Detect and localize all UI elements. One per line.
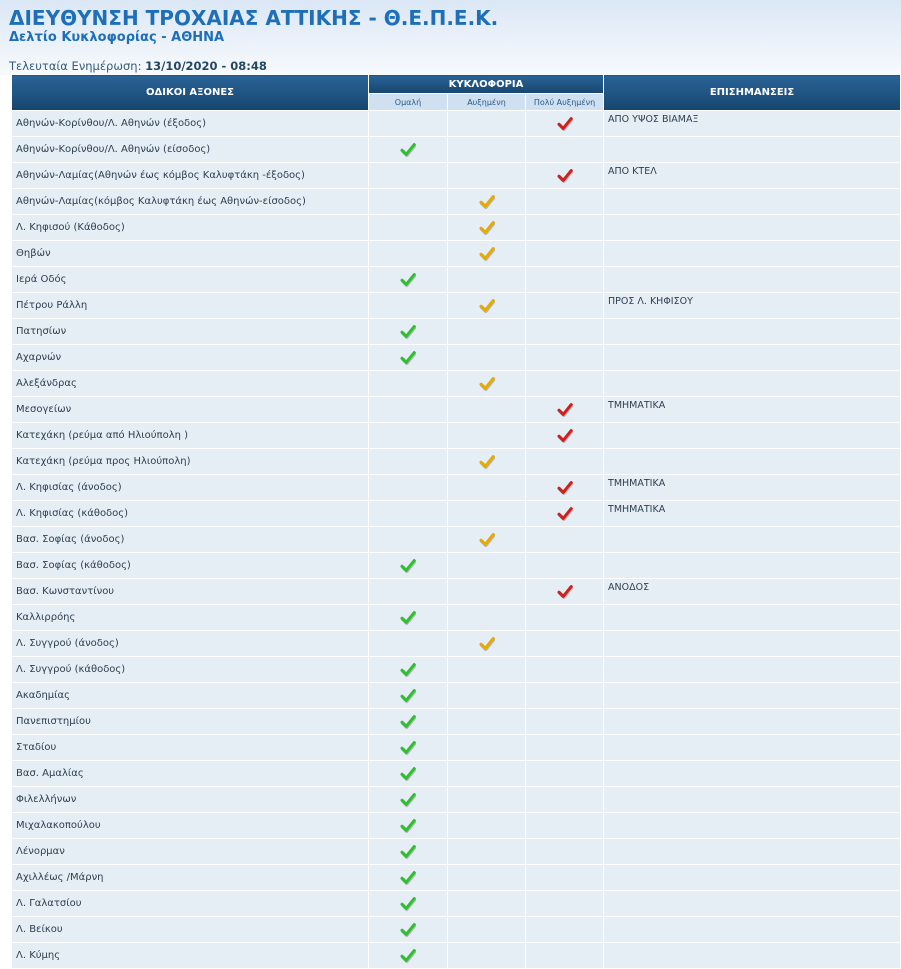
cell-level-very-increased	[526, 709, 604, 735]
red-check-icon	[557, 402, 573, 418]
road-note: ΠΡΟΣ Λ. ΚΗΦΙΣΟΥ	[604, 293, 901, 319]
road-note	[604, 865, 901, 891]
green-check-icon	[400, 142, 416, 158]
cell-level-very-increased	[526, 371, 604, 397]
cell-level-increased	[448, 605, 526, 631]
cell-level-normal	[369, 553, 448, 579]
cell-level-normal	[369, 345, 448, 371]
cell-level-very-increased	[526, 319, 604, 345]
cell-level-very-increased	[526, 761, 604, 787]
road-note	[604, 553, 901, 579]
road-name: Λ. Βείκου	[12, 917, 369, 943]
traffic-table	[11, 74, 901, 969]
cell-level-very-increased	[526, 579, 604, 605]
road-note	[604, 683, 901, 709]
yellow-check-icon	[479, 376, 495, 392]
red-check-icon	[557, 506, 573, 522]
header-level-normal: Ομαλή	[369, 94, 448, 111]
green-check-icon	[400, 714, 416, 730]
header-level-very-increased: Πολύ Αυξημένη	[526, 94, 604, 111]
last-update-label: Τελευταία Ενημέρωση:	[9, 59, 142, 73]
road-note: ΑΠΟ ΚΤΕΛ	[604, 163, 901, 189]
road-note	[604, 735, 901, 761]
road-note	[604, 605, 901, 631]
cell-level-very-increased	[526, 813, 604, 839]
table-row	[12, 423, 901, 449]
road-name: Καλλιρρόης	[12, 605, 369, 631]
road-name: Αθηνών-Κορίνθου/Λ. Αθηνών (έξοδος)	[12, 111, 369, 137]
table-row	[12, 839, 901, 865]
cell-level-increased	[448, 735, 526, 761]
road-note	[604, 241, 901, 267]
cell-level-normal	[369, 605, 448, 631]
table-row	[12, 917, 901, 943]
road-name: Αχιλλέως /Μάρνη	[12, 865, 369, 891]
green-check-icon	[400, 896, 416, 912]
green-check-icon	[400, 688, 416, 704]
cell-level-very-increased	[526, 293, 604, 319]
road-note	[604, 787, 901, 813]
road-note	[604, 527, 901, 553]
cell-level-increased	[448, 709, 526, 735]
road-note	[604, 917, 901, 943]
table-row	[12, 111, 901, 137]
cell-level-very-increased	[526, 631, 604, 657]
cell-level-increased	[448, 917, 526, 943]
green-check-icon	[400, 766, 416, 782]
yellow-check-icon	[479, 298, 495, 314]
road-name: Βασ. Σοφίας (άνοδος)	[12, 527, 369, 553]
cell-level-very-increased	[526, 267, 604, 293]
road-name: Πατησίων	[12, 319, 369, 345]
cell-level-increased	[448, 553, 526, 579]
road-name: Αθηνών-Λαμίας(κόμβος Καλυφτάκη έως Αθηνών-είσοδος)	[12, 189, 369, 215]
cell-level-increased	[448, 683, 526, 709]
road-name: Λ. Κηφισού (Κάθοδος)	[12, 215, 369, 241]
table-row	[12, 579, 901, 605]
table-row	[12, 657, 901, 683]
cell-level-normal	[369, 943, 448, 969]
road-name: Βασ. Κωνσταντίνου	[12, 579, 369, 605]
header-traffic: ΚΥΚΛΟΦΟΡΙΑ	[369, 75, 604, 94]
road-note	[604, 215, 901, 241]
cell-level-increased	[448, 527, 526, 553]
green-check-icon	[400, 844, 416, 860]
cell-level-increased	[448, 397, 526, 423]
cell-level-very-increased	[526, 683, 604, 709]
table-row	[12, 891, 901, 917]
cell-level-very-increased	[526, 657, 604, 683]
road-name: Πανεπιστημίου	[12, 709, 369, 735]
cell-level-very-increased	[526, 189, 604, 215]
cell-level-normal	[369, 683, 448, 709]
page-title: ΔΙΕΥΘΥΝΣΗ ΤΡΟΧΑΙΑΣ ΑΤΤΙΚΗΣ - Θ.Ε.Π.Ε.Κ.	[9, 6, 499, 30]
table-row	[12, 709, 901, 735]
table-row	[12, 345, 901, 371]
header-notes: ΕΠΙΣΗΜΑΝΣΕΙΣ	[604, 75, 901, 111]
cell-level-increased	[448, 449, 526, 475]
cell-level-increased	[448, 787, 526, 813]
table-row	[12, 605, 901, 631]
cell-level-normal	[369, 813, 448, 839]
cell-level-increased	[448, 163, 526, 189]
road-note	[604, 631, 901, 657]
cell-level-increased	[448, 137, 526, 163]
cell-level-normal	[369, 787, 448, 813]
road-name: Αλεξάνδρας	[12, 371, 369, 397]
cell-level-very-increased	[526, 527, 604, 553]
yellow-check-icon	[479, 194, 495, 210]
road-name: Πέτρου Ράλλη	[12, 293, 369, 319]
cell-level-normal	[369, 579, 448, 605]
cell-level-very-increased	[526, 735, 604, 761]
cell-level-very-increased	[526, 345, 604, 371]
header-level-increased: Αυξημένη	[448, 94, 526, 111]
road-note	[604, 267, 901, 293]
road-name: Λ. Κηφισίας (άνοδος)	[12, 475, 369, 501]
cell-level-normal	[369, 163, 448, 189]
cell-level-increased	[448, 501, 526, 527]
cell-level-normal	[369, 137, 448, 163]
green-check-icon	[400, 610, 416, 626]
cell-level-increased	[448, 371, 526, 397]
green-check-icon	[400, 662, 416, 678]
road-name: Ακαδημίας	[12, 683, 369, 709]
cell-level-normal	[369, 423, 448, 449]
table-row	[12, 553, 901, 579]
cell-level-very-increased	[526, 501, 604, 527]
road-note	[604, 371, 901, 397]
cell-level-normal	[369, 293, 448, 319]
road-name: Βασ. Αμαλίας	[12, 761, 369, 787]
cell-level-normal	[369, 215, 448, 241]
cell-level-increased	[448, 293, 526, 319]
table-row	[12, 215, 901, 241]
table-row	[12, 319, 901, 345]
cell-level-normal	[369, 319, 448, 345]
cell-level-normal	[369, 397, 448, 423]
header-roads: ΟΔΙΚΟΙ ΑΞΟΝΕΣ	[12, 75, 369, 111]
road-name: Κατεχάκη (ρεύμα προς Ηλιούπολη)	[12, 449, 369, 475]
cell-level-very-increased	[526, 553, 604, 579]
red-check-icon	[557, 584, 573, 600]
road-name: Λ. Συγγρού (κάθοδος)	[12, 657, 369, 683]
cell-level-increased	[448, 657, 526, 683]
cell-level-increased	[448, 319, 526, 345]
road-note: ΤΜΗΜΑΤΙΚΑ	[604, 501, 901, 527]
table-row	[12, 683, 901, 709]
road-note: ΤΜΗΜΑΤΙΚΑ	[604, 475, 901, 501]
cell-level-normal	[369, 657, 448, 683]
table-row	[12, 397, 901, 423]
page-subtitle: Δελτίο Κυκλοφορίας - ΑΘΗΝΑ	[9, 30, 225, 45]
table-row	[12, 163, 901, 189]
road-note: ΑΠΟ ΥΨΟΣ ΒΙΑΜΑΞ	[604, 111, 901, 137]
red-check-icon	[557, 168, 573, 184]
green-check-icon	[400, 870, 416, 886]
red-check-icon	[557, 428, 573, 444]
road-note	[604, 449, 901, 475]
yellow-check-icon	[479, 246, 495, 262]
cell-level-normal	[369, 631, 448, 657]
cell-level-normal	[369, 371, 448, 397]
road-name: Λένορμαν	[12, 839, 369, 865]
cell-level-normal	[369, 111, 448, 137]
table-row	[12, 293, 901, 319]
green-check-icon	[400, 818, 416, 834]
table-row	[12, 865, 901, 891]
cell-level-normal	[369, 709, 448, 735]
table-row	[12, 267, 901, 293]
road-note	[604, 319, 901, 345]
cell-level-very-increased	[526, 423, 604, 449]
green-check-icon	[400, 558, 416, 574]
green-check-icon	[400, 922, 416, 938]
road-note	[604, 761, 901, 787]
cell-level-increased	[448, 813, 526, 839]
cell-level-increased	[448, 475, 526, 501]
cell-level-normal	[369, 865, 448, 891]
cell-level-increased	[448, 865, 526, 891]
cell-level-normal	[369, 917, 448, 943]
table-row	[12, 371, 901, 397]
table-row	[12, 501, 901, 527]
road-name: Θηβών	[12, 241, 369, 267]
cell-level-normal	[369, 241, 448, 267]
road-note	[604, 813, 901, 839]
cell-level-very-increased	[526, 943, 604, 969]
table-row	[12, 735, 901, 761]
road-note	[604, 891, 901, 917]
cell-level-very-increased	[526, 605, 604, 631]
cell-level-increased	[448, 111, 526, 137]
cell-level-increased	[448, 215, 526, 241]
road-note	[604, 657, 901, 683]
green-check-icon	[400, 324, 416, 340]
cell-level-normal	[369, 501, 448, 527]
cell-level-increased	[448, 891, 526, 917]
cell-level-very-increased	[526, 215, 604, 241]
cell-level-increased	[448, 839, 526, 865]
road-name: Λ. Κύμης	[12, 943, 369, 969]
cell-level-very-increased	[526, 137, 604, 163]
road-note	[604, 423, 901, 449]
road-name: Λ. Γαλατσίου	[12, 891, 369, 917]
road-note	[604, 137, 901, 163]
road-name: Κατεχάκη (ρεύμα από Ηλιούπολη )	[12, 423, 369, 449]
road-note	[604, 709, 901, 735]
cell-level-normal	[369, 839, 448, 865]
cell-level-increased	[448, 267, 526, 293]
yellow-check-icon	[479, 220, 495, 236]
cell-level-increased	[448, 943, 526, 969]
cell-level-normal	[369, 761, 448, 787]
road-name: Βασ. Σοφίας (κάθοδος)	[12, 553, 369, 579]
cell-level-increased	[448, 579, 526, 605]
road-note	[604, 189, 901, 215]
road-name: Σταδίου	[12, 735, 369, 761]
cell-level-normal	[369, 449, 448, 475]
table-row	[12, 943, 901, 969]
table-row	[12, 475, 901, 501]
road-name: Φιλελλήνων	[12, 787, 369, 813]
table-row	[12, 813, 901, 839]
green-check-icon	[400, 272, 416, 288]
cell-level-very-increased	[526, 475, 604, 501]
cell-level-increased	[448, 345, 526, 371]
cell-level-normal	[369, 891, 448, 917]
table-row	[12, 631, 901, 657]
table-row	[12, 787, 901, 813]
cell-level-very-increased	[526, 865, 604, 891]
cell-level-very-increased	[526, 917, 604, 943]
green-check-icon	[400, 792, 416, 808]
cell-level-increased	[448, 241, 526, 267]
cell-level-very-increased	[526, 787, 604, 813]
cell-level-increased	[448, 189, 526, 215]
table-row	[12, 527, 901, 553]
road-name: Αθηνών-Κορίνθου/Λ. Αθηνών (είσοδος)	[12, 137, 369, 163]
yellow-check-icon	[479, 454, 495, 470]
table-row	[12, 241, 901, 267]
red-check-icon	[557, 480, 573, 496]
cell-level-increased	[448, 423, 526, 449]
cell-level-increased	[448, 631, 526, 657]
cell-level-very-increased	[526, 891, 604, 917]
green-check-icon	[400, 740, 416, 756]
cell-level-very-increased	[526, 839, 604, 865]
road-note	[604, 943, 901, 969]
cell-level-very-increased	[526, 111, 604, 137]
table-row	[12, 137, 901, 163]
road-name: Λ. Συγγρού (άνοδος)	[12, 631, 369, 657]
road-name: Αχαρνών	[12, 345, 369, 371]
road-note	[604, 345, 901, 371]
road-name: Ιερά Οδός	[12, 267, 369, 293]
cell-level-normal	[369, 475, 448, 501]
cell-level-normal	[369, 735, 448, 761]
table-row	[12, 449, 901, 475]
yellow-check-icon	[479, 636, 495, 652]
table-row	[12, 761, 901, 787]
cell-level-very-increased	[526, 397, 604, 423]
road-note: ΑΝΟΔΟΣ	[604, 579, 901, 605]
red-check-icon	[557, 116, 573, 132]
cell-level-increased	[448, 761, 526, 787]
table-row	[12, 189, 901, 215]
road-name: Μεσογείων	[12, 397, 369, 423]
road-note: ΤΜΗΜΑΤΙΚΑ	[604, 397, 901, 423]
road-note	[604, 839, 901, 865]
green-check-icon	[400, 948, 416, 964]
road-name: Μιχαλακοπούλου	[12, 813, 369, 839]
cell-level-normal	[369, 267, 448, 293]
last-update-value: 13/10/2020 - 08:48	[145, 59, 267, 73]
last-update	[9, 59, 267, 73]
cell-level-normal	[369, 527, 448, 553]
road-name: Αθηνών-Λαμίας(Αθηνών έως κόμβος Καλυφτάκη -έξοδος)	[12, 163, 369, 189]
yellow-check-icon	[479, 532, 495, 548]
cell-level-normal	[369, 189, 448, 215]
cell-level-very-increased	[526, 449, 604, 475]
cell-level-very-increased	[526, 241, 604, 267]
road-name: Λ. Κηφισίας (κάθοδος)	[12, 501, 369, 527]
green-check-icon	[400, 350, 416, 366]
cell-level-very-increased	[526, 163, 604, 189]
